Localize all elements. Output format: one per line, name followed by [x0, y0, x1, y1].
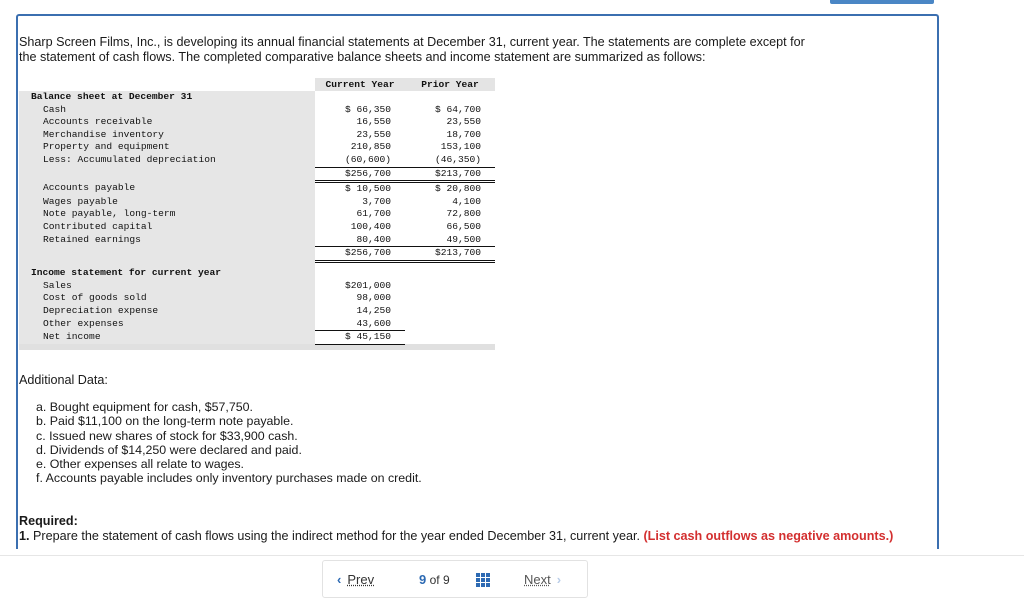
table-row: Retained earnings 80,400 49,500 [19, 234, 495, 247]
table-row: Note payable, long-term 61,700 72,800 [19, 208, 495, 221]
required-instruction: 1. Prepare the statement of cash flows using the indirect method for the year ended December 31, current year. (List cash outflows as negative amounts.) [19, 529, 894, 543]
table-row: Contributed capital 100,400 66,500 [19, 221, 495, 234]
table-row: Less: Accumulated depreciation (60,600) (46,350) [19, 154, 495, 167]
total-assets-prior: $213,700 [405, 167, 495, 182]
table-row: Cash $ 66,350 $ 64,700 [19, 104, 495, 117]
col-header-current: Current Year [315, 78, 405, 91]
additional-data-list [36, 400, 422, 486]
table-row [19, 267, 495, 280]
list-item: e. Other expenses all relate to wages. [36, 457, 245, 472]
page-indicator: 9 of 9 [419, 572, 450, 587]
balance-sheet-header: Balance sheet at December 31 [19, 91, 315, 104]
chevron-right-icon: › [556, 572, 562, 587]
table-row [19, 167, 495, 182]
table-row: Property and equipment 210,850 153,100 [19, 141, 495, 154]
list-item: a. Bought equipment for cash, $57,750. [36, 400, 253, 414]
table-row: Accounts receivable 16,550 23,550 [19, 116, 495, 129]
intro-text: Sharp Screen Films, Inc., is developing its annual financial statements at December 31, current year. The statements are complete except for the statement of cash flows. The completed comparative balance sheets and income statement are summarized as follows: [19, 35, 805, 64]
total-liabilities-prior: $213,700 [405, 247, 495, 262]
income-statement-header: Income statement for current year [19, 267, 315, 280]
prev-button[interactable]: ‹ Prev [337, 572, 375, 587]
col-header-prior: Prior Year [405, 78, 495, 91]
negative-amounts-note: (List cash outflows as negative amounts.) [643, 529, 894, 543]
list-item: f. Accounts payable includes only inventory purchases made on credit. [36, 471, 422, 486]
financial-statements-table [19, 78, 495, 350]
table-row [19, 247, 495, 262]
total-assets-current: $256,700 [315, 167, 405, 182]
question-panel [16, 14, 939, 549]
table-row: Wages payable 3,700 4,100 [19, 196, 495, 209]
table-row [19, 91, 495, 104]
table-row: Other expenses 43,600 [19, 318, 495, 331]
table-row: Accounts payable $ 10,500 $ 20,800 [19, 182, 495, 196]
footer-divider [0, 555, 1024, 556]
grid-icon[interactable] [476, 573, 490, 587]
top-accent-strip [830, 0, 934, 4]
table-row: Sales $201,000 [19, 280, 495, 293]
next-button[interactable]: Next › [524, 572, 562, 587]
list-item: c. Issued new shares of stock for $33,900 cash. [36, 428, 298, 443]
net-income-value: $ 45,150 [315, 331, 405, 345]
table-row: Depreciation expense 14,250 [19, 305, 495, 318]
additional-data-title: Additional Data: [19, 373, 108, 387]
pagination-bar [322, 560, 588, 598]
chevron-left-icon: ‹ [337, 572, 342, 587]
list-item: d. Dividends of $14,250 were declared and paid. [36, 442, 302, 457]
list-item: b. Paid $11,100 on the long-term note payable. [36, 414, 294, 429]
required-title: Required: [19, 514, 78, 528]
table-row: Merchandise inventory 23,550 18,700 [19, 129, 495, 142]
table-row: Cost of goods sold 98,000 [19, 292, 495, 305]
total-liabilities-current: $256,700 [315, 247, 405, 262]
table-row: Net income $ 45,150 [19, 331, 495, 345]
